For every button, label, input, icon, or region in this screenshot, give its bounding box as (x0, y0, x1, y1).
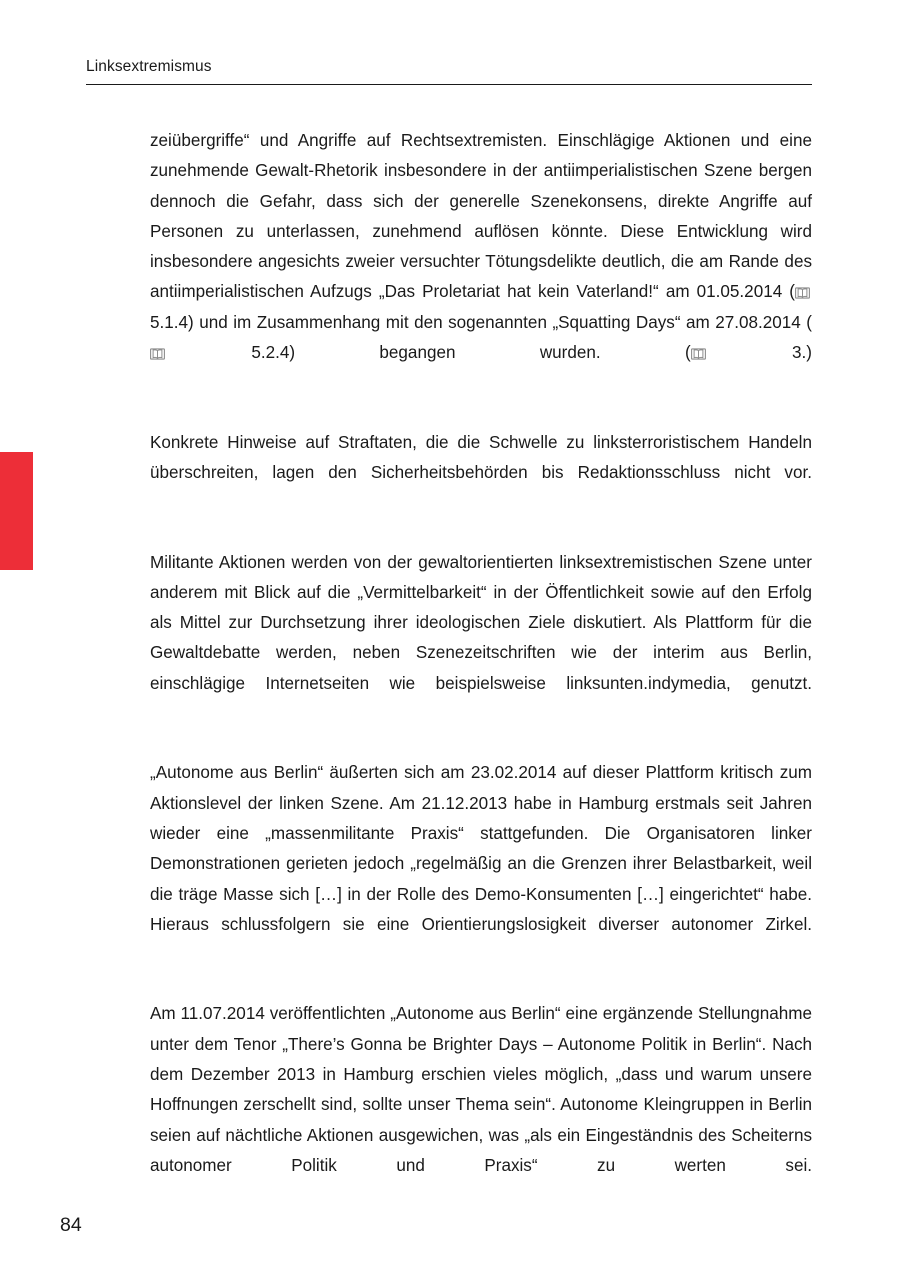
open-book-icon (691, 348, 706, 360)
body-text-column (150, 126, 812, 1212)
running-head (86, 58, 812, 85)
paragraph-2: Konkrete Hinweise auf Straftaten, die die Schwelle zu linksterroristischem Handeln überschreiten, lagen den Sicherheitsbehörden bis Redaktionsschluss nicht vor. (150, 432, 812, 482)
open-book-icon (795, 287, 810, 299)
running-head-rule (86, 84, 812, 86)
paragraph-1: zeiübergriffe“ und Angriffe auf Rechtsextremisten. Einschlägige Aktionen und eine zunehmende Gewalt-Rhetorik insbesondere in der antiimperialistischen Szene bergen dennoch die Gefahr, dass sich der generelle Szenekonsens, direkte Angriffe auf Personen zu unterlassen, zunehmend auflösen könnte. Diese Entwicklung wird insbesondere angesichts zweier versuchter Tötungsdelikte deutlich, die am Rande des antiimperialistischen Aufzugs „Das Proletariat hat kein Vaterland!“ am 01.05.2014 ( 5.1.4) und im Zusammenhang mit den sogenannten „Squatting Days“ am 27.08.2014 ( 5.2.4) begangen wurden. ( 3.) (150, 131, 812, 363)
open-book-icon (150, 348, 165, 360)
section-edge-tab (0, 452, 33, 570)
paragraph-5: Am 11.07.2014 veröffentlichten „Autonome aus Berlin“ eine ergänzende Stellungnahme unter dem Tenor „There’s Gonna be Brighter Days – Autonome Politik in Berlin“. Nach dem Dezember 2013 in Hamburg erschien vieles möglich, „dass und warum unsere Hoffnungen zerschellt sind, sollte unser Thema sein“. Autonome Kleingruppen in Berlin seien auf nächtliche Aktionen ausgewichen, was „als ein Eingeständnis des Scheiterns autonomer Politik und Praxis“ zu werten sei. (150, 1004, 812, 1175)
paragraph-4: „Autonome aus Berlin“ äußerten sich am 23.02.2014 auf dieser Plattform kritisch zum Aktionslevel der linken Szene. Am 21.12.2013 habe in Hamburg erstmals seit Jahren wieder eine „massenmilitante Praxis“ stattgefunden. Die Organisatoren linker Demonstrationen gerieten jedoch „regelmäßig an die Grenzen ihrer Belastbarkeit, weil die träge Masse sich […] in der Rolle des Demo-Konsumenten […] eingerichtet“ habe. Hieraus schlussfolgern sie eine Orientierungslosigkeit diverser autonomer Zirkel. (150, 763, 812, 934)
running-head-title: Linksextremismus (86, 58, 212, 75)
page-number: 84 (60, 1214, 82, 1236)
paragraph-3: Militante Aktionen werden von der gewaltorientierten linksextremistischen Szene unter anderem mit Blick auf die „Vermittelbarkeit“ in der Öffentlichkeit sowie auf den Erfolg als Mittel zur Durchsetzung ihrer ideologischen Ziele diskutiert. Als Plattform für die Gewaltdebatte werden, neben Szenezeitschriften wie der interim aus Berlin, einschlägige Internetseiten wie beispielsweise linksunten.indymedia, genutzt. (150, 552, 812, 693)
